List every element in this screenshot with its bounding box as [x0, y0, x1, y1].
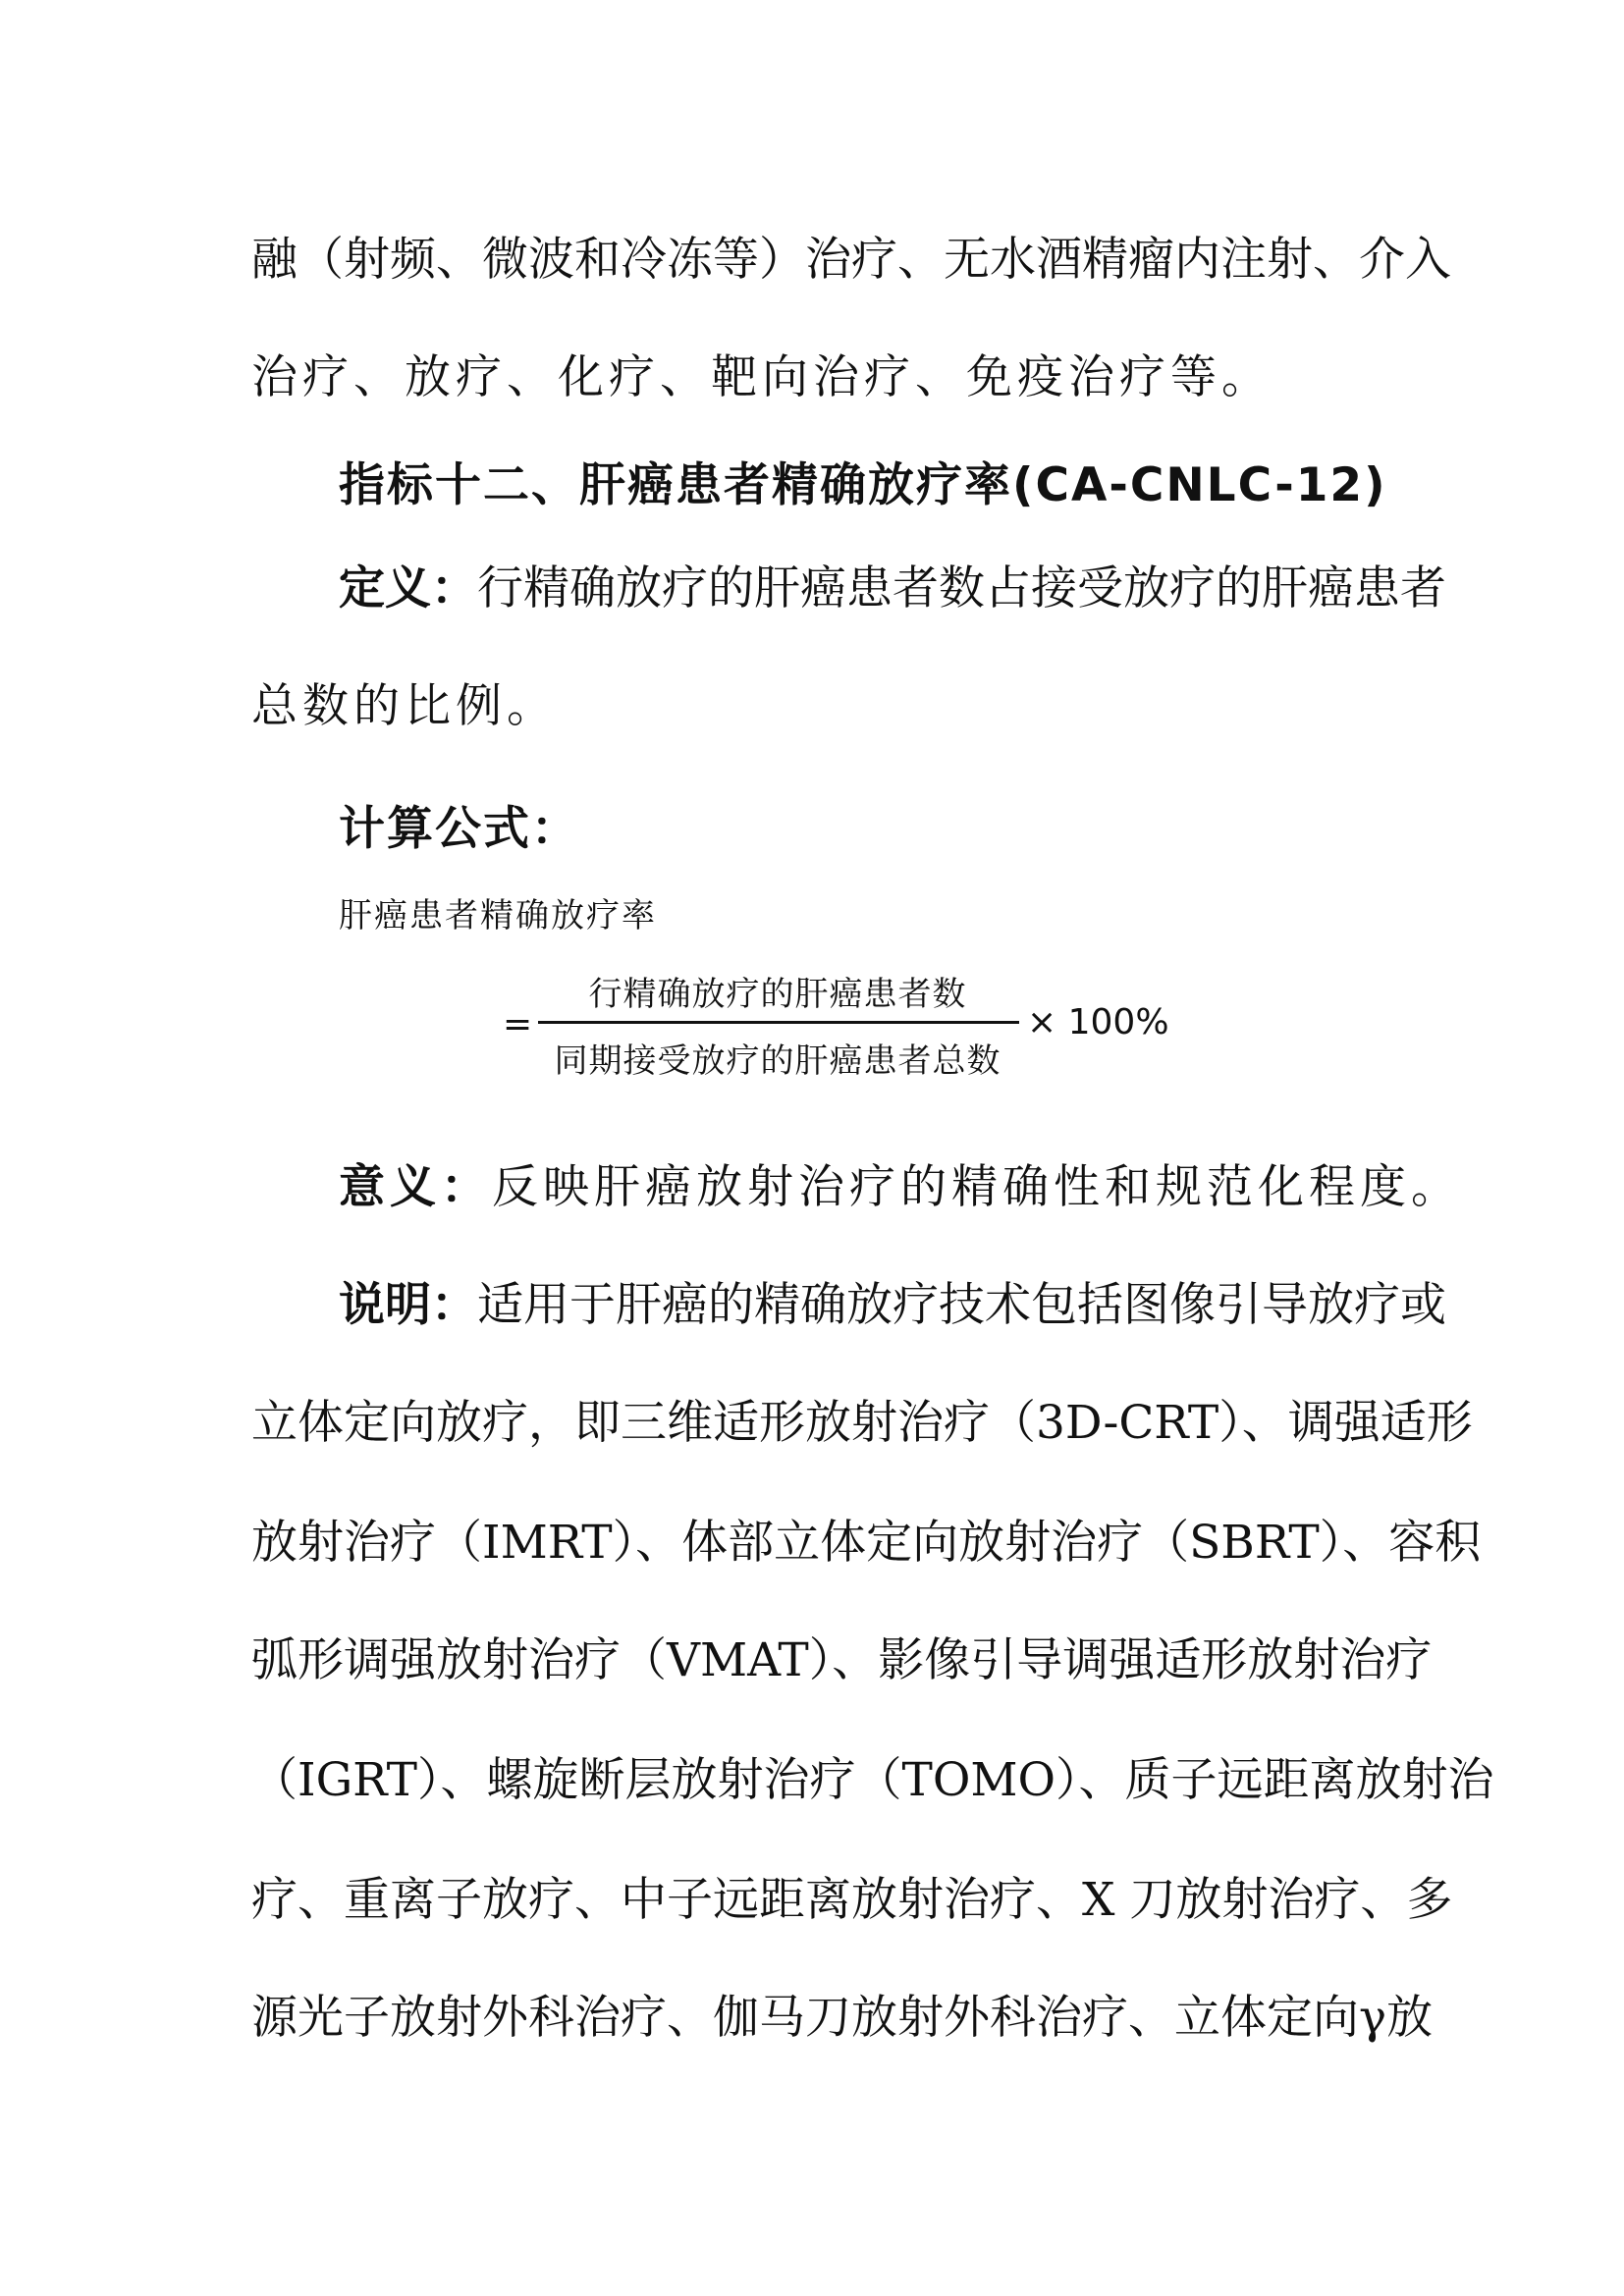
formula-heading: 计算公式：: [339, 802, 579, 856]
paragraph-line: 融（射频、微波和冷冻等）治疗、无水酒精瘤内注射、介入: [251, 233, 1451, 287]
meaning-line: [339, 1158, 1462, 1217]
note-continuation: 放射治疗（IMRT）、体部立体定向放射治疗（SBRT）、容积: [251, 1516, 1482, 1570]
note-label: 说明：: [339, 1278, 477, 1332]
definition-label: 定义：: [339, 561, 477, 615]
formula-numerator: 行精确放疗的肝癌患者数: [588, 975, 967, 1014]
definition-continuation: 总数的比例。: [251, 679, 558, 733]
formula-multiplier: × 100%: [1027, 1002, 1169, 1042]
definition-text: 行精确放疗的肝癌患者数占接受放疗的肝癌患者: [477, 561, 1446, 615]
note-continuation: 弧形调强放射治疗（VMAT）、影像引导调强适形放射治疗: [251, 1633, 1433, 1687]
note-text: 适用于肝癌的精确放疗技术包括图像引导放疗或: [477, 1278, 1446, 1332]
formula: [503, 967, 1190, 1095]
section-title: 指标十二、肝癌患者精确放疗率(CA-CNLC-12): [339, 458, 1387, 512]
formula-denominator: 同期接受放疗的肝癌患者总数: [554, 1041, 1001, 1081]
note-continuation: 立体定向放疗，即三维适形放射治疗（3D-CRT）、调强适形: [251, 1396, 1473, 1450]
meaning-text: 反映肝癌放射治疗的精确性和规范化程度。: [492, 1160, 1462, 1214]
paragraph-line: 治疗、放疗、化疗、靶向治疗、免疫治疗等。: [251, 350, 1272, 404]
note-continuation: （IGRT）、螺旋断层放射治疗（TOMO）、质子远距离放射治: [251, 1753, 1494, 1807]
note-continuation: 源光子放射外科治疗、伽马刀放射外科治疗、立体定向γ放: [251, 1991, 1434, 2045]
formula-equals: =: [503, 1004, 533, 1044]
definition-line: [339, 560, 1446, 618]
note-continuation: 疗、重离子放疗、中子远距离放射治疗、X 刀放射治疗、多: [251, 1873, 1453, 1927]
formula-label: 肝癌患者精确放疗率: [339, 896, 657, 935]
note-line: [339, 1276, 1446, 1335]
meaning-label: 意义：: [339, 1160, 492, 1214]
fraction-bar: [538, 1021, 1019, 1024]
